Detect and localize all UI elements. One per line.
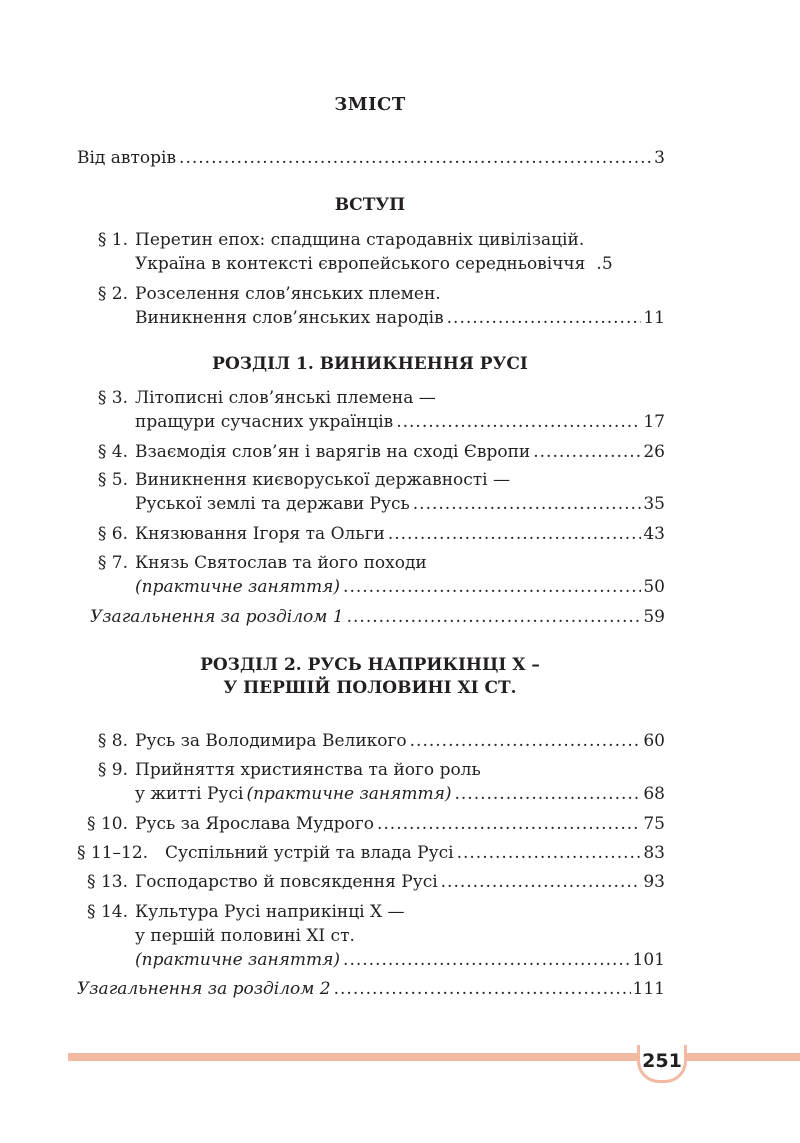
entry-text-line: у житті Русі [135, 784, 244, 804]
section-title-chapter-2: РОЗДІЛ 2. РУСЬ НАПРИКІНЦІ Х – У ПЕРШІЙ ПОЛОВИНІ ХІ СТ. [200, 655, 540, 698]
entry-number: § 2. [97, 284, 128, 304]
entry-text-line: Виникнення слов’янських народів [135, 308, 444, 328]
entry-text-line: Розселення слов’янських племен. [135, 284, 441, 304]
entry-page: 60 [643, 731, 665, 751]
entry-text-line: (практичне заняття) [246, 784, 452, 804]
entry-page: 17 [643, 412, 665, 432]
entry-text-line: у першій половині ХІ ст. [135, 926, 355, 946]
entry-text-line: Русь за Ярослава Мудрого [135, 814, 374, 834]
entry-page: 50 [643, 577, 665, 597]
entry-page: 93 [643, 872, 665, 892]
entry-number: § 5. [97, 470, 128, 490]
entry-text: Від авторів [77, 148, 177, 168]
footer-band [68, 1053, 800, 1061]
leader-dots [347, 605, 642, 629]
leader-dots [334, 977, 631, 1001]
section-title-intro: ВСТУП [334, 195, 406, 215]
entry-number: § 9. [97, 760, 128, 780]
entry-page: 5 [601, 254, 613, 274]
leader-dots [454, 782, 641, 806]
entry-text-line: Виникнення києворуської державності — [135, 470, 511, 490]
entry-text-line: Прийняття християнства та його роль [135, 760, 481, 780]
leader-dots [396, 410, 641, 434]
leader-dots [179, 146, 652, 170]
entry-page: 3 [654, 148, 665, 168]
leader-dots [447, 306, 642, 330]
entry-number: § 13. [87, 872, 128, 892]
entry-text-line: Господарство й повсякдення Русі [135, 872, 438, 892]
entry-text-line: Князювання Ігоря та Ольги [135, 524, 385, 544]
entry-text-line: пращури сучасних українців [135, 412, 394, 432]
summary-text: Узагальнення за розділом 2 [77, 979, 331, 999]
entry-page: 83 [643, 843, 665, 863]
entry-number: § 4. [97, 442, 128, 462]
leader-dots [343, 948, 631, 972]
entry-number: § 3. [97, 388, 128, 408]
leader-dots [388, 522, 642, 546]
entry-text-line: Князь Святослав та його походи [135, 553, 427, 573]
entry-page: 26 [643, 442, 665, 462]
entry-page: 43 [643, 524, 665, 544]
toc-entry-from-authors[interactable] [0, 146, 800, 170]
entry-text-line: Суспільний устрій та влада Русі [165, 843, 454, 863]
entry-page: 75 [643, 814, 665, 834]
entry-text-line: Руської землі та держави Русь [135, 494, 410, 514]
entry-text-line: (практичне заняття) [135, 950, 341, 970]
entry-number: § 7. [97, 553, 128, 573]
entry-number: § 1. [97, 230, 128, 250]
entry-page: 68 [643, 784, 665, 804]
entry-number: § 11–12. [77, 843, 149, 863]
entry-number: § 6. [97, 524, 128, 544]
leader-dots [441, 870, 642, 894]
entry-text-line: Взаємодія слов’ян і варягів на сході Європи [135, 442, 531, 462]
entry-text-line: (практичне заняття) [135, 577, 341, 597]
entry-text-line: Русь за Володимира Великого [135, 731, 407, 751]
entry-page: 101 [632, 950, 665, 970]
leader-dots [533, 440, 641, 464]
entry-text-line: Перетин епох: спадщина стародавніх цивілізацій. [135, 230, 585, 250]
leader-dots [457, 841, 642, 865]
entry-page: 11 [643, 308, 665, 328]
section-title-chapter-1: РОЗДІЛ 1. ВИНИКНЕННЯ РУСІ [212, 354, 528, 374]
entry-number: § 10. [87, 814, 128, 834]
entry-page: 59 [643, 607, 665, 627]
entry-text-line: Літописні слов’янські племена — [135, 388, 436, 408]
leader-dots [410, 729, 642, 753]
page-number: 251 [642, 1050, 682, 1072]
entry-number: § 14. [87, 902, 128, 922]
entry-text-line: Культура Русі наприкінці Х — [135, 902, 405, 922]
entry-number: § 8. [97, 731, 128, 751]
leader-dots [413, 492, 642, 516]
entry-text-line: Україна в контексті європейського середньовіччя [135, 254, 586, 274]
leader-dots [343, 575, 641, 599]
entry-page: 35 [643, 494, 665, 514]
page-number-badge [637, 1045, 687, 1083]
entry-page: 111 [632, 979, 665, 999]
page-title: ЗМІСТ [334, 94, 406, 115]
summary-text: Узагальнення за розділом 1 [90, 607, 344, 627]
leader-dots [377, 812, 641, 836]
